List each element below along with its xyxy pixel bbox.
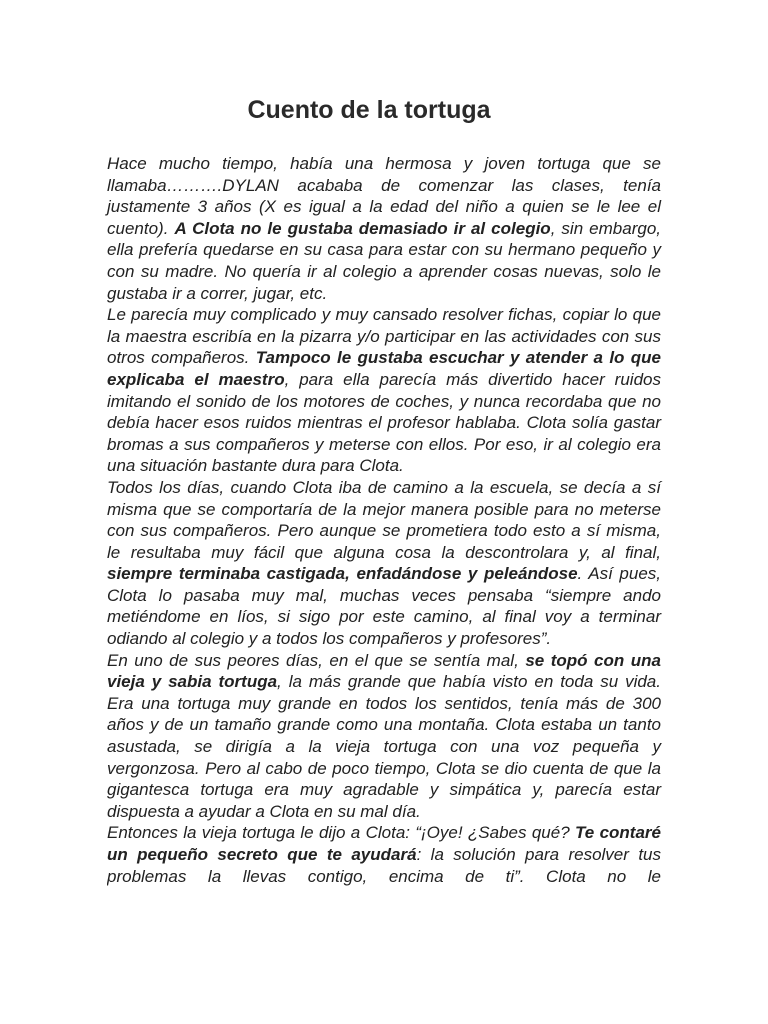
text-run: Le parecía muy complicado y muy cansado resolver fichas, copiar lo que la maestra escribía en la pizarra y/o participar en las actividades con sus otros compañeros. bbox=[107, 305, 661, 368]
bold-text-run: A Clota no le gustaba demasiado ir al colegio bbox=[174, 218, 551, 238]
text-run: . Así pues, Clota lo pasaba muy mal, muchas veces pensaba “siempre ando metiéndome en líos, si sigo por este camino, al final voy a terminar odiando al colegio y a todos los compañeros y profesores”. bbox=[107, 564, 662, 649]
paragraph-2 bbox=[107, 304, 661, 477]
paragraph-4 bbox=[107, 650, 661, 823]
text-run: , para ella parecía más divertido hacer ruidos imitando el sonido de los motores de coches, y nunca recordaba que no debía hacer esos ruidos mientras el profesor hablaba. Clota solía gastar bromas a sus compañeros y meterse con ellos. Por eso, ir al colegio era una situación bastante dura para Clota. bbox=[107, 369, 661, 476]
document-body bbox=[107, 153, 661, 887]
paragraph-3 bbox=[107, 477, 661, 650]
paragraph-5 bbox=[107, 822, 661, 887]
document-title: Cuento de la tortuga bbox=[247, 96, 491, 124]
text-run: : la solución para resolver tus problemas la llevas contigo, encima de ti”. Clota no le bbox=[107, 845, 661, 886]
text-run: Entonces la vieja tortuga le dijo a Clota: “¡Oye! ¿Sabes qué? bbox=[107, 823, 576, 843]
bold-text-run: Te contaré un pequeño secreto que te ayudará bbox=[107, 823, 661, 864]
text-run: , la más grande que había visto en toda su vida. Era una tortuga muy grande en todos los sentidos, tenía más de 300 años y de un tamaño grande como una montaña. Clota estaba un tanto asustada, se dirigía a la vieja tortuga con una voz pequeña y vergonzosa. Pero al cabo de poco tiempo, Clota se dio cuenta de que la gigantesca tortuga era muy agradable y simpática y, parecía estar dispuesta a ayudar a Clota en su mal día. bbox=[107, 672, 661, 821]
bold-text-run: siempre terminaba castigada, enfadándose y peleándose bbox=[107, 564, 578, 584]
bold-text-run: Tampoco le gustaba escuchar y atender a lo que explicaba el maestro bbox=[107, 348, 661, 389]
bold-text-run: se topó con una vieja y sabia tortuga bbox=[107, 650, 661, 692]
text-run: , sin embargo, ella prefería quedarse en su casa para estar con su hermano pequeño y con su madre. No quería ir al colegio a aprender cosas nuevas, solo le gustaba ir a correr, jugar, etc. bbox=[107, 218, 661, 303]
text-run: En uno de sus peores días, en el que se sentía mal, bbox=[107, 650, 526, 670]
text-run: Todos los días, cuando Clota iba de camino a la escuela, se decía a sí misma que se comportaría de la mejor manera posible para no meterse con sus compañeros. Pero aunque se prometiera todo esto a sí misma, le resultaba muy fácil que alguna cosa la descontrolara y, al final, bbox=[107, 477, 661, 562]
paragraph-1 bbox=[107, 153, 661, 304]
text-run: Hace mucho tiempo, había una hermosa y joven tortuga que se llamaba……….DYLAN acababa de comenzar las clases, tenía justamente 3 años (X es igual a la edad del niño a quien se le lee el cuento). bbox=[107, 154, 661, 238]
